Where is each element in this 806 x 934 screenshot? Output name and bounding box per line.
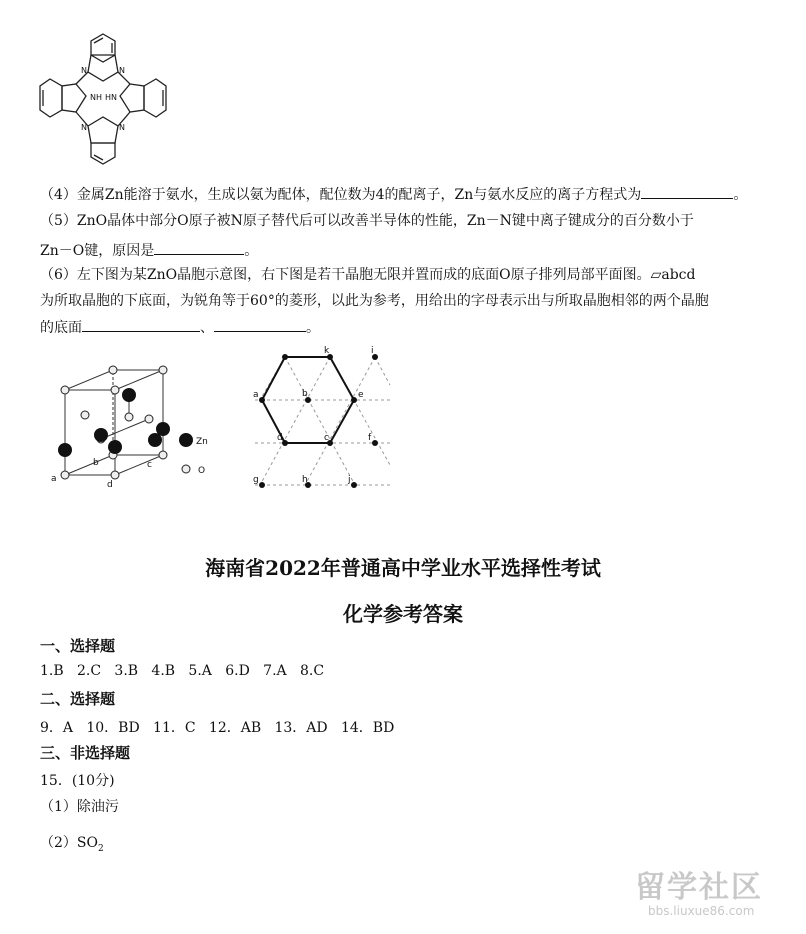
answer-row: 9．A 10．BD 11．C 12．AB 13．AD 14．BD (40, 720, 395, 736)
section-heading: 一、选择题 (40, 637, 116, 655)
zn-legend-label: Zn (196, 437, 208, 447)
question-6-line-2: 为所取晶胞的下底面，为锐角等于60°的菱形，以此为参考，用给出的字母表示出与所取晶胞相邻的两个晶胞 (40, 293, 709, 309)
answer-blank (641, 184, 733, 199)
nitrogen-label: N (119, 123, 125, 132)
question-5-line-2: Zn－O键，原因是 。 (40, 240, 258, 261)
watermark-logo-text: 留学社区 (635, 870, 763, 905)
answer-15-1: （1）除油污 (40, 799, 119, 815)
corner-label-a: a (51, 474, 57, 484)
answer-key-subtitle: 化学参考答案 (343, 602, 463, 626)
nh-label: NH (90, 93, 102, 102)
o-legend-label: O (198, 466, 206, 476)
point-label-e: e (358, 390, 364, 400)
answer-blank (82, 317, 200, 332)
answer-blank (154, 240, 244, 255)
answer-15-2: $(2)SO_2$ (40, 835, 104, 854)
point-label-d: d (277, 433, 283, 443)
watermark-url: bbs.liuxue86.com (648, 904, 755, 918)
point-label-a: a (253, 390, 259, 400)
question-4: （4）金属Zn能溶于氨水，生成以氨为配体，配位数为4的配离子，Zn与氨水反应的离子方程式为 。 (40, 184, 747, 205)
nitrogen-label: N (81, 123, 87, 132)
nitrogen-label: N (81, 66, 87, 75)
question-6-line-1: （6）左下图为某ZnO晶胞示意图，右下图是若干晶胞无限并置而成的底面O原子排列局部平面图。▱abcd (40, 267, 696, 283)
question-15-heading: 15．(10分) (40, 773, 115, 789)
corner-label-b: b (93, 458, 99, 468)
phthalocyanine-structure-figure (38, 28, 168, 170)
point-label-j: j (348, 475, 351, 485)
nitrogen-label: N (119, 66, 125, 75)
point-label-k: k (324, 346, 330, 356)
answer-row: 1.B 2.C 3.B 4.B 5.A 6.D 7.A 8.C (40, 663, 325, 679)
point-label-f: f (368, 433, 372, 443)
answer-blank (214, 317, 306, 332)
answer-key-title: 海南省2022年普通高中学业水平选择性考试 (205, 556, 601, 580)
section-heading: 三、非选择题 (40, 744, 131, 762)
question-5-line-1: （5）ZnO晶体中部分O原子被N原子替代后可以改善半导体的性能，Zn－N键中离子键成分的百分数小于 (40, 213, 694, 229)
point-label-h: h (302, 475, 308, 485)
point-label-b: b (302, 389, 308, 399)
hn-label: HN (105, 93, 117, 102)
lattice-plane-figure (250, 345, 395, 495)
question-6-line-3: 的底面 、 。 (40, 317, 320, 338)
corner-label-d: d (107, 480, 113, 490)
point-label-g: g (253, 475, 259, 485)
zno-unit-cell-figure (45, 355, 225, 495)
point-label-i: i (371, 346, 374, 356)
section-heading: 二、选择题 (40, 690, 116, 708)
point-label-c: c (324, 433, 329, 443)
corner-label-c: c (147, 460, 152, 470)
